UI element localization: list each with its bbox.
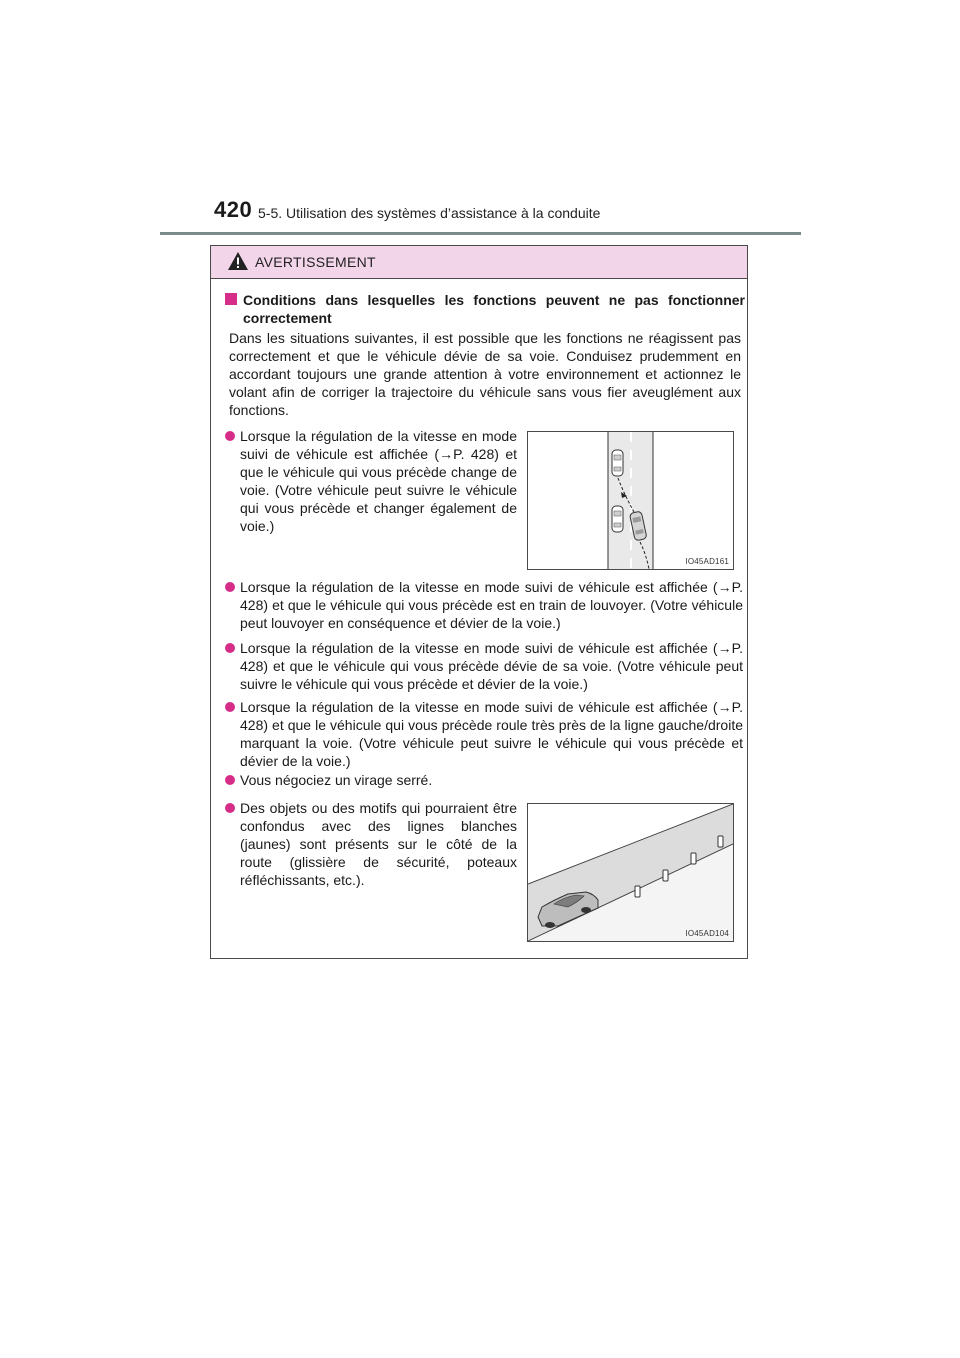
section-heading-text: Conditions dans lesquelles les fonctions peuvent ne pas fonctionner correctement [243,292,745,326]
section-heading [225,291,745,327]
list-item [225,578,743,632]
figure-id: IO45AD104 [685,929,729,938]
bullet-dot-icon [225,582,235,592]
bullet-dot-icon [225,803,235,813]
list-item-text: Lorsque la régulation de la vitesse en mode suivi de véhicule est affichée (→P. 428) et que le véhicule qui vous précède dévie de sa voie. (Votre véhicule peut suivre le véhicule qui vous précède et dévier de la voie.) [240,640,743,692]
list-item-text: Lorsque la régulation de la vitesse en mode suivi de véhicule est affichée (→P. 428) et que le véhicule qui vous précède change de voie. (Votre véhicule peut suivre le véhicule qui vous précède et changer également de voie.) [240,428,517,534]
list-item-text: Vous négociez un virage serré. [240,772,433,788]
bullet-dot-icon [225,431,235,441]
figure-id: IO45AD161 [685,557,729,566]
square-bullet-icon [225,293,237,305]
list-item [225,639,743,693]
intro-paragraph: Dans les situations suivantes, il est possible que les fonctions ne réagissent pas correctement et que le véhicule dévie de sa voie. Conduisez prudemment en accordant toujours une grande attention à votre environnement et actionnez le volant afin de corriger la trajectoire du véhicule sans vous fier aveuglément aux fonctions. [229,330,741,418]
warning-header [211,246,747,279]
warning-box [210,245,748,959]
warning-title: AVERTISSEMENT [255,254,376,270]
bullet-dot-icon [225,775,235,785]
page-header [0,0,960,240]
list-item-text: Lorsque la régulation de la vitesse en mode suivi de véhicule est affichée (→P. 428) et que le véhicule qui vous précède roule très près de la ligne gauche/droite marquant la voie. (Votre véhicule peut suivre le véhicule qui vous précède et dévier de la voie.) [240,699,743,769]
page-number: 420 [214,197,253,222]
section-title: 5-5. Utilisation des systèmes d’assistance à la conduite [258,205,601,221]
lead-car-icon [612,450,623,476]
bullet-dot-icon [225,643,235,653]
roadside-objects-illustration [528,804,733,941]
bullet-dot-icon [225,702,235,712]
warning-triangle-icon [227,251,249,271]
figure-lane-change [527,431,734,570]
list-item [225,698,743,770]
list-item-text: Lorsque la régulation de la vitesse en mode suivi de véhicule est affichée (→P. 428) et que le véhicule qui vous précède est en train de louvoyer. (Votre véhicule peut louvoyer en conséquence et dévier de la voie.) [240,579,743,631]
figure-roadside-objects [527,803,734,942]
list-item-text: Des objets ou des motifs qui pourraient être confondus avec des lignes blanches (jaunes) sont présents sur le côté de la route (glissière de sécurité, poteaux réfléchissants, etc.). [240,800,517,888]
list-item [225,799,517,889]
parked-car-icon [612,506,623,532]
lane-change-illustration [528,432,733,569]
list-item [225,771,743,789]
header-rule [160,232,801,235]
list-item [225,427,517,535]
